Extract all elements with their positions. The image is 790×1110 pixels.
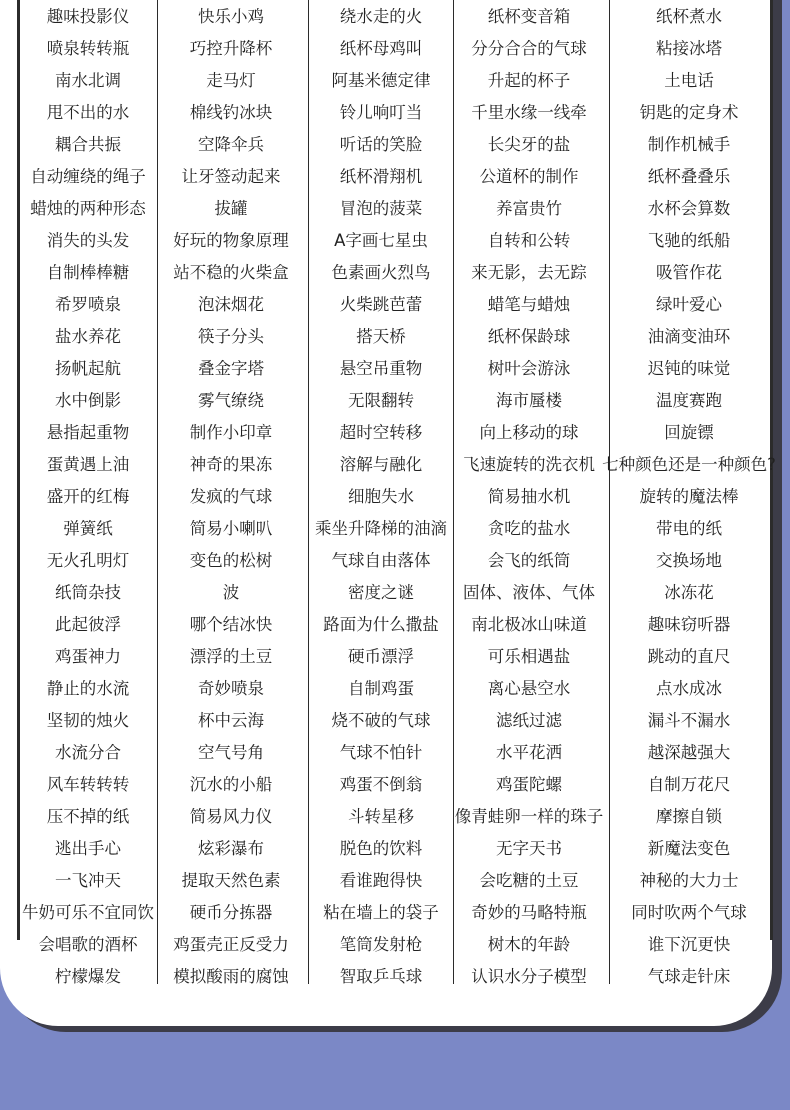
experiment-name-cell: 牛奶可乐不宜同饮 [22, 903, 154, 922]
experiment-name-cell: 可乐相遇盐 [487, 647, 571, 666]
experiment-name-cell: 逃出手心 [55, 839, 121, 858]
table-row [0, 417, 790, 449]
experiment-name-cell: 压不掉的纸 [46, 807, 130, 826]
experiment-name-cell: 蜡笔与蜡烛 [487, 295, 571, 314]
table-row [0, 193, 790, 225]
experiment-name-cell: 智取乒乓球 [339, 967, 423, 986]
experiment-name-cell: 粘在墙上的袋子 [323, 903, 439, 922]
experiment-name-cell: 土电话 [664, 71, 714, 90]
experiment-name-cell: 变色的松树 [189, 551, 273, 570]
experiment-name-cell: 绿叶爱心 [656, 295, 722, 314]
experiment-name-cell: 简易风力仪 [189, 807, 273, 826]
experiment-name-cell: 趣味窃听器 [647, 615, 731, 634]
table-row [0, 577, 790, 609]
table-row [0, 481, 790, 513]
table-row [0, 449, 790, 481]
experiment-name-cell: 离心悬空水 [487, 679, 571, 698]
experiment-name-cell: 扬帆起航 [55, 359, 121, 378]
experiment-name-cell: 烧不破的气球 [331, 711, 431, 730]
experiment-name-cell: 坚韧的烛火 [46, 711, 130, 730]
experiment-name-cell: 飞速旋转的洗衣机 [463, 455, 595, 474]
experiment-name-cell: 溶解与融化 [339, 455, 423, 474]
experiment-name-cell: A字画七星虫 [334, 231, 428, 250]
experiment-name-cell: 硬币漂浮 [348, 647, 414, 666]
experiment-name-cell: 简易抽水机 [487, 487, 571, 506]
experiment-name-cell: 盐水养花 [55, 327, 121, 346]
experiment-name-cell: 无限翻转 [348, 391, 414, 410]
experiment-name-cell: 会吃糖的土豆 [479, 871, 579, 890]
experiment-name-cell: 自制鸡蛋 [348, 679, 414, 698]
experiment-name-cell: 拔罐 [214, 199, 248, 218]
experiment-name-cell: 希罗喷泉 [55, 295, 121, 314]
experiment-name-cell: 点水成冰 [656, 679, 722, 698]
experiment-name-cell: 固体、液体、气体 [463, 583, 595, 602]
experiment-name-cell: 看谁跑得快 [339, 871, 423, 890]
experiment-name-cell: 炫彩瀑布 [198, 839, 264, 858]
experiment-name-cell: 升起的杯子 [487, 71, 571, 90]
experiment-name-cell: 搭天桥 [356, 327, 406, 346]
experiment-name-cell: 密度之谜 [348, 583, 414, 602]
experiment-name-cell: 树叶会游泳 [487, 359, 571, 378]
experiment-name-cell: 水中倒影 [55, 391, 121, 410]
table-row [0, 257, 790, 289]
experiment-name-cell: 分分合合的气球 [471, 39, 587, 58]
table-row [0, 897, 790, 929]
experiment-name-cell: 喷泉转转瓶 [46, 39, 130, 58]
table-row [0, 385, 790, 417]
experiment-name-cell: 纸杯母鸡叫 [339, 39, 423, 58]
experiment-name-cell: 南水北调 [55, 71, 121, 90]
experiment-name-cell: 鸡蛋神力 [55, 647, 121, 666]
experiment-name-cell: 鸡蛋陀螺 [496, 775, 562, 794]
experiment-name-cell: 纸杯煮水 [656, 7, 722, 26]
table-row [0, 289, 790, 321]
experiment-name-cell: 气球不怕针 [339, 743, 423, 762]
experiment-name-cell: 油滴变油环 [647, 327, 731, 346]
experiment-name-cell: 跳动的直尺 [647, 647, 731, 666]
experiment-name-cell: 粘接冰塔 [656, 39, 722, 58]
experiment-name-cell: 蛋黄遇上油 [46, 455, 130, 474]
experiment-name-cell: 路面为什么撒盐 [323, 615, 439, 634]
experiment-name-cell: 新魔法变色 [647, 839, 731, 858]
experiment-name-cell: 筷子分头 [198, 327, 264, 346]
experiment-name-cell: 滤纸过滤 [496, 711, 562, 730]
experiment-name-cell: 鸡蛋壳正反受力 [173, 935, 289, 954]
experiment-name-cell: 巧控升降杯 [189, 39, 273, 58]
experiment-name-cell: 一飞冲天 [55, 871, 121, 890]
experiment-name-cell: 趣味投影仪 [46, 7, 130, 26]
table-row [0, 353, 790, 385]
table-row [0, 609, 790, 641]
experiment-name-cell: 制作小印章 [189, 423, 273, 442]
experiment-name-cell: 气球走针床 [647, 967, 731, 986]
experiment-name-cell: 自动缠绕的绳子 [30, 167, 146, 186]
experiment-name-cell: 斗转星移 [348, 807, 414, 826]
table-row [0, 929, 790, 961]
experiment-name-cell: 自制棒棒糖 [46, 263, 130, 282]
table-row [0, 737, 790, 769]
experiment-name-cell: 弹簧纸 [63, 519, 113, 538]
table-row [0, 129, 790, 161]
table-row [0, 769, 790, 801]
experiment-name-cell: 好玩的物象原理 [173, 231, 289, 250]
experiment-name-cell: 冒泡的菠菜 [339, 199, 423, 218]
table-row [0, 161, 790, 193]
experiment-name-cell: 纸杯保龄球 [487, 327, 571, 346]
experiment-name-cell: 纸杯变音箱 [487, 7, 571, 26]
experiment-name-cell: 同时吹两个气球 [631, 903, 747, 922]
experiment-name-cell: 消失的头发 [46, 231, 130, 250]
experiment-name-cell: 水流分合 [55, 743, 121, 762]
table-row [0, 33, 790, 65]
experiment-name-cell: 空降伞兵 [198, 135, 264, 154]
experiment-name-cell: 泡沫烟花 [198, 295, 264, 314]
table-row [0, 865, 790, 897]
experiment-name-cell: 绕水走的火 [339, 7, 423, 26]
experiment-name-cell: 超时空转移 [339, 423, 423, 442]
experiment-name-cell: 细胞失水 [348, 487, 414, 506]
experiment-name-cell: 神秘的大力士 [639, 871, 739, 890]
experiment-name-cell: 耦合共振 [55, 135, 121, 154]
experiment-name-cell: 哪个结冰快 [189, 615, 273, 634]
experiment-name-cell: 硬币分拣器 [189, 903, 273, 922]
experiment-name-cell: 吸管作花 [656, 263, 722, 282]
experiment-name-cell: 树木的年龄 [487, 935, 571, 954]
experiment-name-cell: 悬指起重物 [46, 423, 130, 442]
experiment-name-cell: 七种颜色还是一种颜色? [602, 455, 776, 474]
experiment-name-cell: 模拟酸雨的腐蚀 [173, 967, 289, 986]
experiment-name-cell: 快乐小鸡 [198, 7, 264, 26]
experiment-name-cell: 听话的笑脸 [339, 135, 423, 154]
experiment-name-cell: 长尖牙的盐 [487, 135, 571, 154]
experiment-name-cell: 悬空吊重物 [339, 359, 423, 378]
experiment-name-cell: 奇妙的马略特瓶 [471, 903, 587, 922]
table-row [0, 705, 790, 737]
experiment-name-cell: 提取天然色素 [181, 871, 281, 890]
experiment-name-cell: 乘坐升降梯的油滴 [315, 519, 447, 538]
experiment-name-cell: 来无影，去无踪 [471, 263, 587, 282]
experiment-name-cell: 制作机械手 [647, 135, 731, 154]
experiment-name-cell: 自制万花尺 [647, 775, 731, 794]
experiment-name-cell: 站不稳的火柴盒 [173, 263, 289, 282]
experiment-name-cell: 钥匙的定身术 [639, 103, 739, 122]
experiment-name-cell: 鸡蛋不倒翁 [339, 775, 423, 794]
experiment-name-cell: 冰冻花 [664, 583, 714, 602]
experiment-name-cell: 谁下沉更快 [647, 935, 731, 954]
experiment-name-cell: 南北极冰山味道 [471, 615, 587, 634]
experiment-name-cell: 风车转转转 [46, 775, 130, 794]
table-row [0, 65, 790, 97]
table-row [0, 961, 790, 993]
table-row [0, 225, 790, 257]
experiment-name-cell: 自转和公转 [487, 231, 571, 250]
experiment-name-cell: 蜡烛的两种形态 [30, 199, 146, 218]
experiment-name-cell: 摩擦自锁 [656, 807, 722, 826]
experiment-name-cell: 棉线钓冰块 [189, 103, 273, 122]
experiment-name-cell: 纸筒杂技 [55, 583, 121, 602]
experiment-name-cell: 发疯的气球 [189, 487, 273, 506]
experiment-name-cell: 水平花洒 [496, 743, 562, 762]
experiment-name-cell: 脱色的饮料 [339, 839, 423, 858]
experiment-name-cell: 叠金字塔 [198, 359, 264, 378]
experiment-name-cell: 此起彼浮 [55, 615, 121, 634]
experiment-name-cell: 认识水分子模型 [471, 967, 587, 986]
experiment-name-cell: 会飞的纸筒 [487, 551, 571, 570]
experiment-name-cell: 漏斗不漏水 [647, 711, 731, 730]
experiment-name-cell: 笔筒发射枪 [339, 935, 423, 954]
table-row [0, 97, 790, 129]
experiment-name-cell: 雾气缭绕 [198, 391, 264, 410]
table-row [0, 801, 790, 833]
experiment-name-cell: 波 [222, 583, 240, 602]
experiment-name-cell: 向上移动的球 [479, 423, 579, 442]
experiment-name-cell: 铃儿响叮当 [339, 103, 423, 122]
table-row [0, 321, 790, 353]
experiment-name-cell: 温度赛跑 [656, 391, 722, 410]
experiment-name-cell: 水杯会算数 [647, 199, 731, 218]
experiment-name-cell: 回旋镖 [664, 423, 714, 442]
table-row [0, 641, 790, 673]
experiment-name-cell: 走马灯 [206, 71, 256, 90]
experiment-name-cell: 公道杯的制作 [479, 167, 579, 186]
experiment-name-cell: 飞驰的纸船 [647, 231, 731, 250]
experiment-name-cell: 杯中云海 [198, 711, 264, 730]
experiment-name-cell: 色素画火烈鸟 [331, 263, 431, 282]
experiment-name-cell: 静止的水流 [46, 679, 130, 698]
experiment-name-cell: 神奇的果冻 [189, 455, 273, 474]
table-row [0, 673, 790, 705]
experiment-name-cell: 贪吃的盐水 [487, 519, 571, 538]
experiment-name-cell: 甩不出的水 [46, 103, 130, 122]
experiment-name-cell: 让牙签动起来 [181, 167, 281, 186]
experiment-name-cell: 柠檬爆发 [55, 967, 121, 986]
experiment-name-cell: 纸杯叠叠乐 [647, 167, 731, 186]
experiment-name-cell: 阿基米德定律 [331, 71, 431, 90]
experiment-name-cell: 带电的纸 [656, 519, 722, 538]
table-row [0, 513, 790, 545]
experiment-name-cell: 纸杯滑翔机 [339, 167, 423, 186]
experiment-name-cell: 千里水缘一线牵 [471, 103, 587, 122]
experiment-name-cell: 气球自由落体 [331, 551, 431, 570]
experiment-name-cell: 沉水的小船 [189, 775, 273, 794]
experiment-name-cell: 迟钝的味觉 [647, 359, 731, 378]
experiment-name-cell: 像青蛙卵一样的珠子 [454, 807, 604, 826]
experiment-name-cell: 海市蜃楼 [496, 391, 562, 410]
experiment-name-cell: 火柴跳芭蕾 [339, 295, 423, 314]
experiment-name-cell: 简易小喇叭 [189, 519, 273, 538]
table-row [0, 1, 790, 33]
experiment-name-cell: 旋转的魔法棒 [639, 487, 739, 506]
experiment-name-cell: 交换场地 [656, 551, 722, 570]
experiment-name-cell: 盛开的红梅 [46, 487, 130, 506]
table-row [0, 545, 790, 577]
table-row [0, 833, 790, 865]
experiment-name-cell: 奇妙喷泉 [198, 679, 264, 698]
experiment-name-cell: 无字天书 [496, 839, 562, 858]
experiment-name-cell: 漂浮的土豆 [189, 647, 273, 666]
experiment-name-cell: 会唱歌的酒杯 [38, 935, 138, 954]
experiment-name-cell: 越深越强大 [647, 743, 731, 762]
experiment-name-cell: 无火孔明灯 [46, 551, 130, 570]
experiment-name-cell: 空气号角 [198, 743, 264, 762]
experiment-name-cell: 养富贵竹 [496, 199, 562, 218]
